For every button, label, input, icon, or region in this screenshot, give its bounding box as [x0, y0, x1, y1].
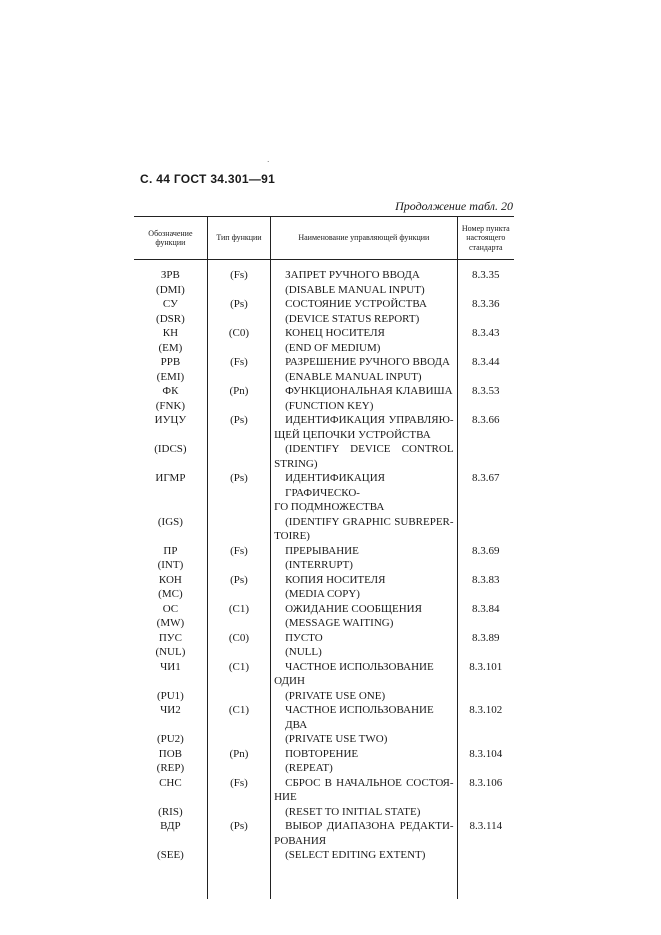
row-type	[207, 689, 270, 704]
row-type	[207, 457, 270, 472]
row-name: (IDENTIFY GRAPHIC SUBREPER-	[271, 515, 457, 530]
row-name: ЗАПРЕТ РУЧНОГО ВВОДА	[271, 260, 457, 283]
row-type	[207, 848, 270, 863]
row-type: (C0)	[207, 326, 270, 341]
row-code: ПОВ	[158, 747, 183, 760]
row-name: ЩЕЙ ЦЕПОЧКИ УСТРОЙСТВА	[271, 428, 457, 443]
table-row	[134, 834, 514, 849]
row-name: НИЕ	[271, 790, 457, 805]
row-type	[207, 732, 270, 747]
row-name: ГО ПОДМНОЖЕСТВА	[271, 500, 457, 515]
row-clause	[457, 674, 514, 689]
row-name: РАЗРЕШЕНИЕ РУЧНОГО ВВОДА	[271, 355, 457, 370]
header-row	[134, 217, 514, 260]
table-row	[134, 558, 514, 573]
row-code: (RIS)	[158, 805, 183, 818]
stray-mark: ·	[267, 158, 270, 166]
table-row	[134, 761, 514, 776]
row-type: (Ps)	[207, 413, 270, 428]
row-clause	[457, 587, 514, 602]
row-name: ЧАСТНОЕ ИСПОЛЬЗОВАНИЕ	[271, 660, 457, 675]
row-clause	[457, 805, 514, 820]
row-name: (PRIVATE USE TWO)	[271, 732, 457, 747]
table-row	[134, 260, 514, 283]
row-name: КОНЕЦ НОСИТЕЛЯ	[271, 326, 457, 341]
table-row	[134, 602, 514, 617]
row-type	[207, 442, 270, 457]
table-row	[134, 732, 514, 747]
row-code: (NUL)	[155, 646, 186, 658]
row-type: (Fs)	[207, 355, 270, 370]
page-header: С. 44 ГОСТ 34.301—91	[140, 172, 276, 186]
table	[134, 216, 514, 899]
table-row	[134, 457, 514, 472]
row-name: (SELECT EDITING EXTENT)	[271, 848, 457, 863]
header-code: Обозначение функции	[134, 217, 207, 260]
row-code: (IDCS)	[154, 443, 187, 455]
table-row	[134, 660, 514, 675]
row-code: (IGS)	[157, 515, 183, 528]
row-name: ОДИН	[271, 674, 457, 689]
row-name: (INTERRUPT)	[271, 558, 457, 573]
row-type: (C1)	[207, 660, 270, 675]
row-code	[134, 790, 207, 805]
table-row	[134, 399, 514, 414]
row-type	[207, 428, 270, 443]
table-row	[134, 805, 514, 820]
table-row	[134, 587, 514, 602]
header-name: Наименование управляющей функции	[271, 217, 457, 260]
row-type	[207, 515, 270, 530]
row-name: ПОВТОРЕНИЕ	[271, 747, 457, 762]
table-row	[134, 747, 514, 762]
row-code: (PU1)	[156, 689, 184, 702]
table-row	[134, 645, 514, 660]
row-code: ПУС	[158, 631, 182, 644]
table-row	[134, 515, 514, 530]
table-continuation-label: Продолжение табл. 20	[395, 199, 513, 213]
row-name: (DEVICE STATUS REPORT)	[271, 312, 457, 327]
row-clause	[457, 761, 514, 776]
table-row	[134, 616, 514, 631]
row-type	[207, 645, 270, 660]
row-clause	[457, 428, 514, 443]
row-type: (Pn)	[207, 747, 270, 762]
row-name: РОВАНИЯ	[271, 834, 457, 849]
row-clause: 8.3.43	[457, 326, 514, 341]
row-name: СБРОС В НАЧАЛЬНОЕ СОСТОЯ-	[271, 776, 457, 791]
row-code: (EM)	[158, 341, 183, 354]
row-code	[134, 529, 207, 544]
row-code	[134, 428, 207, 443]
table-row	[134, 326, 514, 341]
row-type	[207, 616, 270, 631]
row-clause	[457, 283, 514, 298]
row-name: (PRIVATE USE ONE)	[271, 689, 457, 704]
table-row	[134, 631, 514, 646]
table-row	[134, 428, 514, 443]
table-header	[134, 217, 514, 260]
row-type	[207, 341, 270, 356]
row-type: (C1)	[207, 602, 270, 617]
row-code	[134, 834, 207, 849]
row-type	[207, 283, 270, 298]
row-type	[207, 558, 270, 573]
row-code: ЗРВ	[160, 269, 180, 281]
row-type	[207, 834, 270, 849]
table-row	[134, 674, 514, 689]
row-type	[207, 370, 270, 385]
row-name: (MEDIA COPY)	[271, 587, 457, 602]
row-type: (Fs)	[207, 544, 270, 559]
row-name: TOIRE)	[271, 529, 457, 544]
table-row	[134, 500, 514, 515]
row-type: (Ps)	[207, 819, 270, 834]
row-name: (ENABLE MANUAL INPUT)	[271, 370, 457, 385]
row-type: (Fs)	[207, 260, 270, 283]
row-name: ИДЕНТИФИКАЦИЯ ГРАФИЧЕСКО-	[271, 471, 457, 500]
row-type	[207, 805, 270, 820]
row-clause	[457, 341, 514, 356]
row-code: ИГМР	[155, 472, 186, 484]
row-clause: 8.3.104	[457, 747, 514, 762]
row-type	[207, 529, 270, 544]
table-row	[134, 355, 514, 370]
table-row	[134, 776, 514, 791]
row-clause	[457, 312, 514, 327]
row-name: ВЫБОР ДИАПАЗОНА РЕДАКТИ-	[271, 819, 457, 834]
row-name: КОПИЯ НОСИТЕЛЯ	[271, 573, 457, 588]
row-code: (MW)	[156, 617, 185, 629]
row-code: (MC)	[158, 588, 183, 600]
row-type: (Fs)	[207, 776, 270, 791]
row-name: ПУСТО	[271, 631, 457, 646]
table-row	[134, 312, 514, 327]
row-code: ВДР	[160, 820, 181, 832]
table-row	[134, 384, 514, 399]
row-name: STRING)	[271, 457, 457, 472]
header-clause: Номер пункта настоящего стандарта	[457, 217, 514, 260]
table-row	[134, 283, 514, 298]
row-clause: 8.3.53	[457, 384, 514, 399]
row-type	[207, 587, 270, 602]
row-clause: 8.3.36	[457, 297, 514, 312]
row-clause: 8.3.102	[457, 703, 514, 732]
table-row	[134, 703, 514, 732]
table-row	[134, 689, 514, 704]
row-code: (SEE)	[156, 849, 184, 861]
row-code: ФК	[162, 385, 179, 397]
row-name: (IDENTIFY DEVICE CONTROL	[271, 442, 457, 457]
row-code: КН	[162, 327, 179, 339]
row-code: (INT)	[157, 559, 184, 571]
row-clause	[457, 558, 514, 573]
row-clause: 8.3.67	[457, 471, 514, 500]
row-name: (DISABLE MANUAL INPUT)	[271, 283, 457, 298]
row-name: СОСТОЯНИЕ УСТРОЙСТВА	[271, 297, 457, 312]
row-clause: 8.3.66	[457, 413, 514, 428]
row-code	[134, 500, 207, 515]
row-code: РРВ	[160, 356, 181, 368]
row-name: (MESSAGE WAITING)	[271, 616, 457, 631]
filler-cell	[207, 863, 270, 899]
row-code: ИУЦУ	[154, 414, 187, 426]
row-type	[207, 761, 270, 776]
row-code: (DMI)	[156, 283, 185, 296]
row-clause: 8.3.35	[457, 260, 514, 283]
row-clause: 8.3.69	[457, 544, 514, 559]
row-clause	[457, 370, 514, 385]
row-name: ПРЕРЫВАНИЕ	[271, 544, 457, 559]
row-type	[207, 399, 270, 414]
row-name: ИДЕНТИФИКАЦИЯ УПРАВЛЯЮ-	[271, 413, 457, 428]
filler-cell	[271, 863, 457, 899]
row-name: (END OF MEDIUM)	[271, 341, 457, 356]
row-clause	[457, 790, 514, 805]
table-row	[134, 341, 514, 356]
row-name: ОЖИДАНИЕ СООБЩЕНИЯ	[271, 602, 457, 617]
row-clause: 8.3.101	[457, 660, 514, 675]
table-row	[134, 442, 514, 457]
row-name: (NULL)	[271, 645, 457, 660]
row-code: КОН	[158, 573, 182, 586]
row-clause	[457, 732, 514, 747]
row-code: (DSR)	[156, 312, 185, 325]
table-body	[134, 260, 514, 899]
row-clause	[457, 834, 514, 849]
row-clause	[457, 399, 514, 414]
row-clause: 8.3.114	[457, 819, 514, 834]
row-type: (Ps)	[207, 297, 270, 312]
row-type: (C0)	[207, 631, 270, 646]
row-type	[207, 674, 270, 689]
function-table	[134, 216, 514, 899]
row-code: СНС	[159, 776, 182, 789]
row-clause: 8.3.84	[457, 602, 514, 617]
row-code: (PU2)	[156, 733, 184, 745]
row-type	[207, 500, 270, 515]
table-row	[134, 790, 514, 805]
row-name: (RESET TO INITIAL STATE)	[271, 805, 457, 820]
filler-cell	[457, 863, 514, 899]
row-code	[134, 457, 207, 472]
table-row	[134, 297, 514, 312]
table-row	[134, 370, 514, 385]
row-code: (REP)	[156, 762, 185, 774]
row-type: (C1)	[207, 703, 270, 732]
table-row	[134, 848, 514, 863]
row-code: ОС	[162, 602, 179, 615]
row-clause	[457, 645, 514, 660]
row-name: (FUNCTION KEY)	[271, 399, 457, 414]
row-code: (FNK)	[155, 399, 186, 412]
row-clause	[457, 500, 514, 515]
row-type: (Pn)	[207, 384, 270, 399]
row-clause: 8.3.106	[457, 776, 514, 791]
row-name: ЧАСТНОЕ ИСПОЛЬЗОВАНИЕ ДВА	[271, 703, 457, 732]
row-code: (EMI)	[156, 370, 185, 383]
row-type: (Ps)	[207, 471, 270, 500]
row-code	[134, 674, 207, 689]
row-clause	[457, 848, 514, 863]
header-type: Тип функции	[207, 217, 270, 260]
row-type	[207, 790, 270, 805]
row-clause	[457, 689, 514, 704]
row-clause: 8.3.89	[457, 631, 514, 646]
table-row	[134, 573, 514, 588]
table-row	[134, 819, 514, 834]
row-clause	[457, 616, 514, 631]
row-clause: 8.3.44	[457, 355, 514, 370]
row-code: ЧИ2	[160, 704, 181, 716]
table-row	[134, 544, 514, 559]
row-type	[207, 312, 270, 327]
table-row	[134, 413, 514, 428]
row-clause	[457, 442, 514, 457]
row-clause	[457, 457, 514, 472]
row-clause	[457, 515, 514, 530]
row-code: ПР	[163, 544, 178, 557]
filler-cell	[134, 863, 207, 899]
table-row	[134, 471, 514, 500]
table-row	[134, 529, 514, 544]
row-clause	[457, 529, 514, 544]
row-type: (Ps)	[207, 573, 270, 588]
table-filler-row	[134, 863, 514, 899]
row-name: ФУНКЦИОНАЛЬНАЯ КЛАВИША	[271, 384, 457, 399]
row-code: ЧИ1	[160, 660, 181, 673]
row-clause: 8.3.83	[457, 573, 514, 588]
row-code: СУ	[162, 298, 178, 310]
row-name: (REPEAT)	[271, 761, 457, 776]
